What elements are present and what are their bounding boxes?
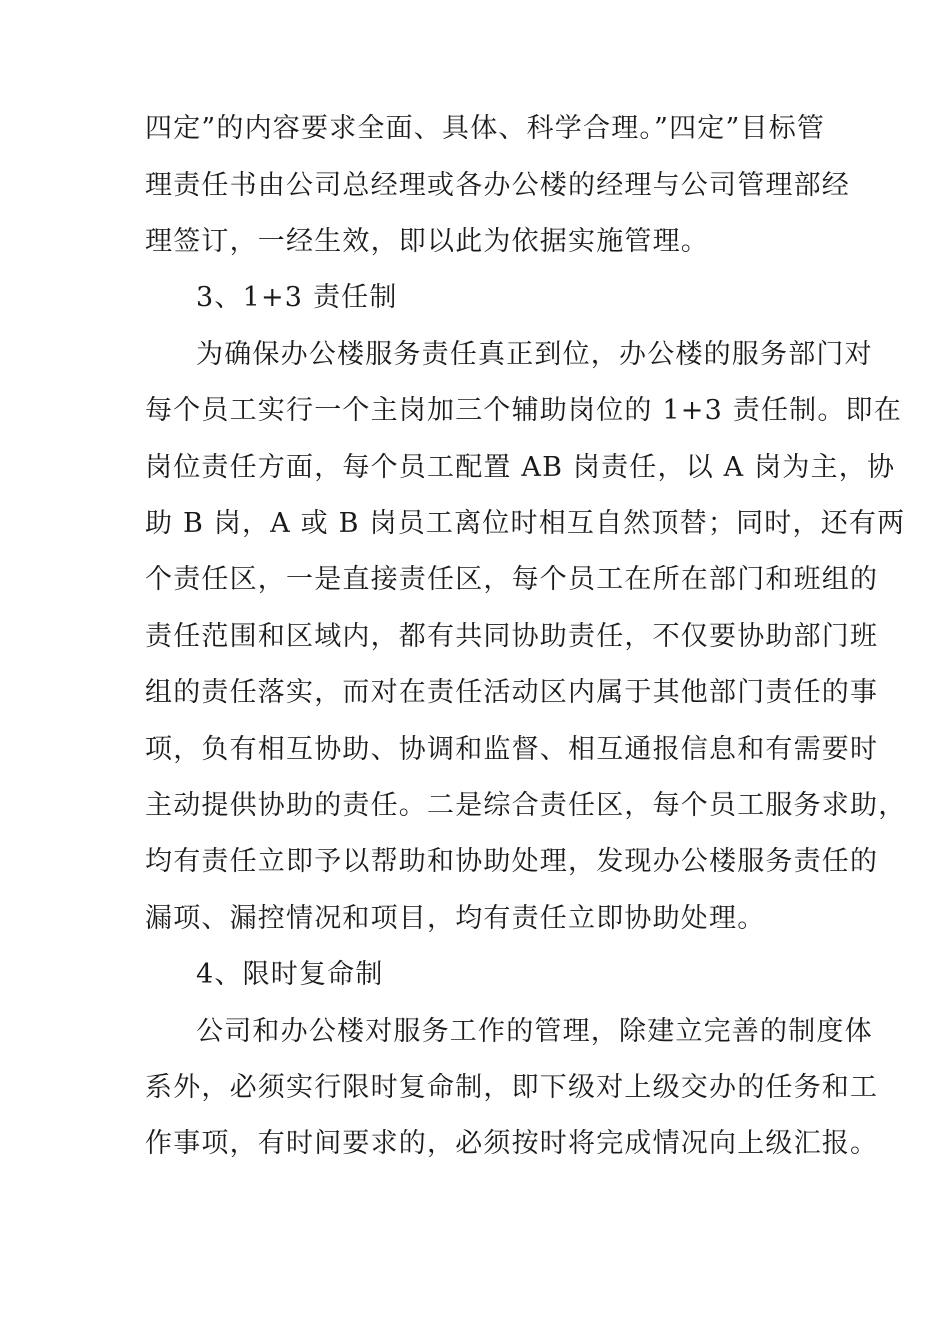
paragraph-line: 助 B 岗，A 或 B 岗员工离位时相互自然顶替；同时，还有两	[145, 508, 906, 539]
paragraph-line: 漏项、漏控情况和项目，均有责任立即协助处理。	[145, 903, 766, 934]
paragraph-line: 作事项，有时间要求的，必须按时将完成情况向上级汇报。	[145, 1128, 879, 1159]
paragraph-line: 公司和办公楼对服务工作的管理，除建立完善的制度体	[196, 1016, 873, 1047]
paragraph-line: 个责任区，一是直接责任区，每个员工在所在部门和班组的	[145, 564, 879, 595]
section-heading: 3、1+3 责任制	[196, 282, 398, 313]
paragraph-line: 理责任书由公司总经理或各办公楼的经理与公司管理部经	[145, 170, 850, 201]
paragraph-line: 主动提供协助的责任。二是综合责任区，每个员工服务求助，	[145, 790, 907, 821]
paragraph-line: 为确保办公楼服务责任真正到位，办公楼的服务部门对	[196, 339, 873, 370]
paragraph-line: 组的责任落实，而对在责任活动区内属于其他部门责任的事	[145, 677, 879, 708]
paragraph-line: 均有责任立即予以帮助和协助处理，发现办公楼服务责任的	[145, 846, 879, 877]
paragraph-line: 项，负有相互协助、协调和监督、相互通报信息和有需要时	[145, 734, 879, 765]
paragraph-line: 系外，必须实行限时复命制，即下级对上级交办的任务和工	[145, 1072, 879, 1103]
section-heading: 4、限时复命制	[196, 959, 384, 990]
paragraph-line: 责任范围和区域内，都有共同协助责任，不仅要协助部门班	[145, 621, 879, 652]
paragraph-line: 理签订，一经生效，即以此为依据实施管理。	[145, 226, 709, 257]
paragraph-line: 每个员工实行一个主岗加三个辅助岗位的 1+3 责任制。即在	[145, 395, 902, 426]
paragraph-line: 四定”的内容要求全面、具体、科学合理。”四定”目标管	[145, 113, 826, 144]
paragraph-line: 岗位责任方面，每个员工配置 AB 岗责任，以 A 岗为主，协	[145, 452, 896, 483]
